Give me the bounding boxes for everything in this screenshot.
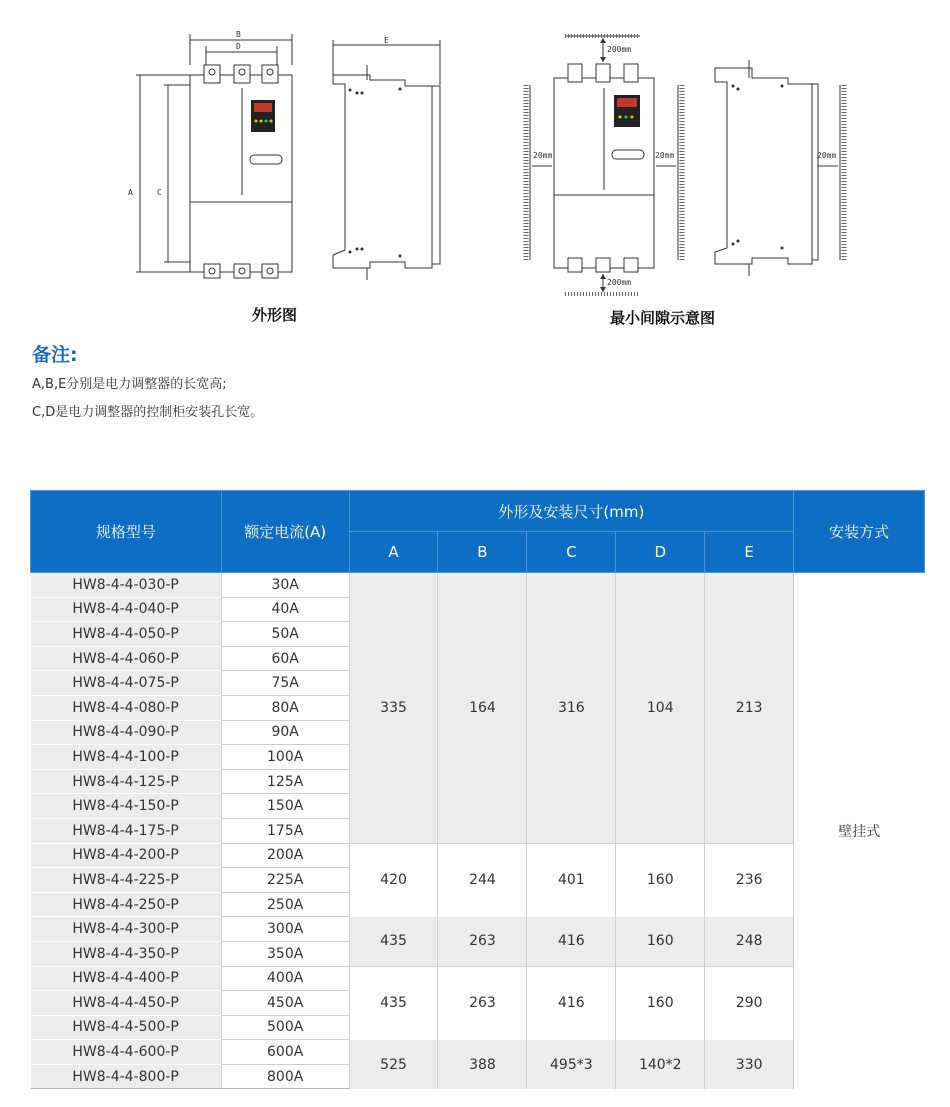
cell-current: 800A — [221, 1064, 349, 1089]
dim-label-b: B — [236, 30, 241, 39]
cell-model: HW8-4-4-040-P — [31, 597, 222, 622]
cell-current: 300A — [221, 917, 349, 942]
header-dims-group: 外形及安装尺寸(mm) — [349, 491, 794, 532]
header-a: A — [349, 532, 438, 573]
cell-current: 150A — [221, 794, 349, 819]
cell-model: HW8-4-4-600-P — [31, 1040, 222, 1065]
side-view-drawing — [333, 36, 440, 280]
cell-current: 90A — [221, 720, 349, 745]
dim-label-e: E — [384, 36, 389, 45]
cell-model: HW8-4-4-400-P — [31, 966, 222, 991]
cell-model: HW8-4-4-300-P — [31, 917, 222, 942]
cell-dim-b: 388 — [438, 1040, 527, 1089]
cell-dim-a: 525 — [349, 1040, 438, 1089]
cell-current: 75A — [221, 671, 349, 696]
cell-dim-a: 435 — [349, 966, 438, 1040]
cell-current: 125A — [221, 769, 349, 794]
notes-title: 备注: — [32, 344, 78, 366]
cell-current: 80A — [221, 695, 349, 720]
cell-current: 250A — [221, 892, 349, 917]
dimension-drawings — [0, 0, 950, 330]
cell-dim-b: 244 — [438, 843, 527, 917]
cell-current: 40A — [221, 597, 349, 622]
table-row — [31, 843, 925, 868]
cell-dim-a: 335 — [349, 573, 438, 844]
cell-model: HW8-4-4-060-P — [31, 646, 222, 671]
cell-current: 350A — [221, 941, 349, 966]
cell-model: HW8-4-4-050-P — [31, 622, 222, 647]
cell-model: HW8-4-4-225-P — [31, 868, 222, 893]
cell-mount: 壁挂式 — [794, 573, 925, 1089]
note-line-1: A,B,E分别是电力调整器的长宽高; — [32, 377, 227, 392]
cell-current: 175A — [221, 818, 349, 843]
cell-model: HW8-4-4-350-P — [31, 941, 222, 966]
header-b: B — [438, 532, 527, 573]
clearance-side-drawing — [715, 60, 844, 276]
cell-model: HW8-4-4-030-P — [31, 573, 222, 598]
clearance-figure-caption: 最小间隙示意图 — [610, 309, 716, 327]
cell-dim-d: 160 — [616, 843, 705, 917]
cell-current: 400A — [221, 966, 349, 991]
cell-model: HW8-4-4-090-P — [31, 720, 222, 745]
cell-model: HW8-4-4-500-P — [31, 1015, 222, 1040]
table-row — [31, 1040, 925, 1065]
cell-dim-c: 316 — [527, 573, 616, 844]
front-view-drawing — [128, 30, 292, 278]
cell-current: 60A — [221, 646, 349, 671]
cell-current: 200A — [221, 843, 349, 868]
cell-model: HW8-4-4-175-P — [31, 818, 222, 843]
cell-model: HW8-4-4-250-P — [31, 892, 222, 917]
dim-label-c: C — [157, 188, 162, 197]
cell-model: HW8-4-4-450-P — [31, 991, 222, 1016]
cell-model: HW8-4-4-200-P — [31, 843, 222, 868]
cell-model: HW8-4-4-800-P — [31, 1064, 222, 1089]
cell-model: HW8-4-4-100-P — [31, 745, 222, 770]
cell-dim-d: 140*2 — [616, 1040, 705, 1089]
cell-dim-b: 263 — [438, 917, 527, 966]
cell-dim-d: 160 — [616, 917, 705, 966]
cell-model: HW8-4-4-150-P — [31, 794, 222, 819]
cell-model: HW8-4-4-075-P — [31, 671, 222, 696]
clearance-right-label: 20mm — [655, 151, 675, 160]
cell-dim-e: 330 — [705, 1040, 794, 1089]
cell-model: HW8-4-4-080-P — [31, 695, 222, 720]
cell-dim-e: 236 — [705, 843, 794, 917]
table-row — [31, 573, 925, 598]
note-line-2: C,D是电力调整器的控制柜安装孔长宽。 — [32, 405, 264, 420]
outline-figure-caption: 外形图 — [252, 306, 298, 324]
cell-dim-c: 495*3 — [527, 1040, 616, 1089]
clearance-left-label: 20mm — [533, 151, 553, 160]
header-e: E — [705, 532, 794, 573]
header-mount: 安装方式 — [794, 491, 925, 573]
spec-table-body — [31, 573, 925, 1089]
header-current: 额定电流(A) — [221, 491, 349, 573]
cell-dim-e: 248 — [705, 917, 794, 966]
cell-dim-c: 416 — [527, 966, 616, 1040]
cell-current: 50A — [221, 622, 349, 647]
cell-dim-e: 213 — [705, 573, 794, 844]
cell-dim-e: 290 — [705, 966, 794, 1040]
cell-current: 500A — [221, 1015, 349, 1040]
cell-dim-a: 420 — [349, 843, 438, 917]
clearance-top-label: 200mm — [607, 45, 632, 54]
header-c: C — [527, 532, 616, 573]
cell-model: HW8-4-4-125-P — [31, 769, 222, 794]
clearance-front-drawing — [526, 36, 682, 294]
cell-current: 450A — [221, 991, 349, 1016]
cell-current: 100A — [221, 745, 349, 770]
cell-dim-b: 164 — [438, 573, 527, 844]
header-d: D — [616, 532, 705, 573]
clearance-bottom-label: 200mm — [607, 278, 632, 287]
cell-dim-d: 160 — [616, 966, 705, 1040]
cell-dim-d: 104 — [616, 573, 705, 844]
cell-dim-b: 263 — [438, 966, 527, 1040]
cell-dim-c: 401 — [527, 843, 616, 917]
spec-table — [30, 490, 925, 1089]
cell-current: 30A — [221, 573, 349, 598]
dim-label-d: D — [236, 42, 241, 51]
cell-dim-c: 416 — [527, 917, 616, 966]
cell-current: 600A — [221, 1040, 349, 1065]
table-row — [31, 917, 925, 942]
clearance-side-label: 20mm — [817, 151, 837, 160]
dim-label-a: A — [128, 188, 133, 197]
cell-dim-a: 435 — [349, 917, 438, 966]
header-model: 规格型号 — [31, 491, 222, 573]
table-row — [31, 966, 925, 991]
cell-current: 225A — [221, 868, 349, 893]
